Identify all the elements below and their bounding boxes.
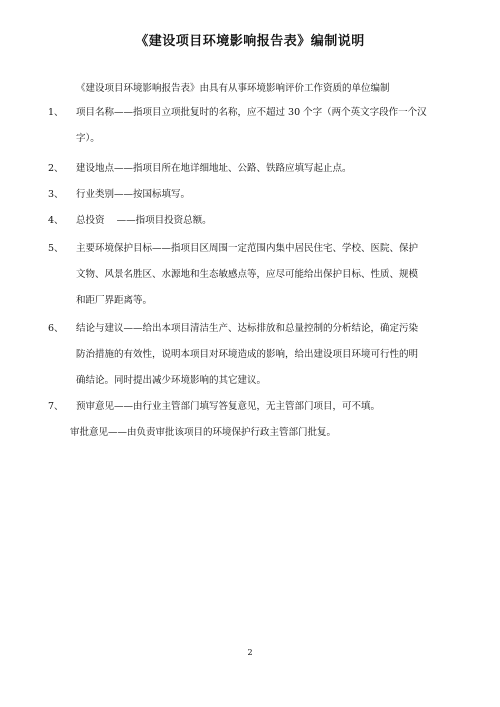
page-number: 2: [247, 648, 253, 657]
item-1-line-1: 项目名称——指项目立项批复时的名称，应不超过 30 个字（两个英文字段作一个汉: [76, 107, 427, 118]
item-3-line-1: 行业类别——按国标填写。: [76, 189, 191, 200]
item-5-number: 5、: [48, 243, 64, 254]
approval-note: 审批意见——由负责审批该项目的环境保护行政主管部门批复。: [70, 427, 337, 438]
item-6-line-3: 确结论。同时提出减少环境影响的其它建议。: [76, 375, 267, 386]
item-2-line-1: 建设地点——指项目所在地详细地址、公路、铁路应填写起止点。: [76, 163, 352, 174]
item-1-line-2: 字）。: [76, 133, 100, 144]
item-2-number: 2、: [48, 163, 64, 174]
item-6-line-2: 防治措施的有效性，说明本项目对环境造成的影响，给出建设项目环境可行性的明: [76, 349, 419, 360]
intro-text: 《建设项目环境影响报告表》由具有从事环境影响评价工作资质的单位编制: [76, 83, 390, 94]
item-6-number: 6、: [48, 323, 64, 334]
item-5-line-1: 主要环境保护目标——指项目区周围一定范围内集中居民住宅、学校、医院、保护: [76, 243, 419, 254]
item-6-line-1: 结论与建议——给出本项目清洁生产、达标排放和总量控制的分析结论，确定污染: [76, 323, 419, 334]
item-5-line-3: 和距厂界距离等。: [76, 295, 153, 306]
item-5-line-2: 文物、风景名胜区、水源地和生态敏感点等，应尽可能给出保护目标、性质、规模: [76, 269, 419, 280]
item-4-line-1: 总投资 ——指项目投资总额。: [76, 215, 212, 226]
item-7-number: 7、: [48, 401, 64, 412]
page-title: 《建设项目环境影响报告表》编制说明: [135, 34, 365, 49]
item-3-number: 3、: [48, 189, 64, 200]
item-4-number: 4、: [48, 215, 64, 226]
item-7-line-1: 预审意见——由行业主管部门填写答复意见，无主管部门项目，可不填。: [76, 401, 381, 412]
item-1-number: 1、: [48, 107, 64, 118]
